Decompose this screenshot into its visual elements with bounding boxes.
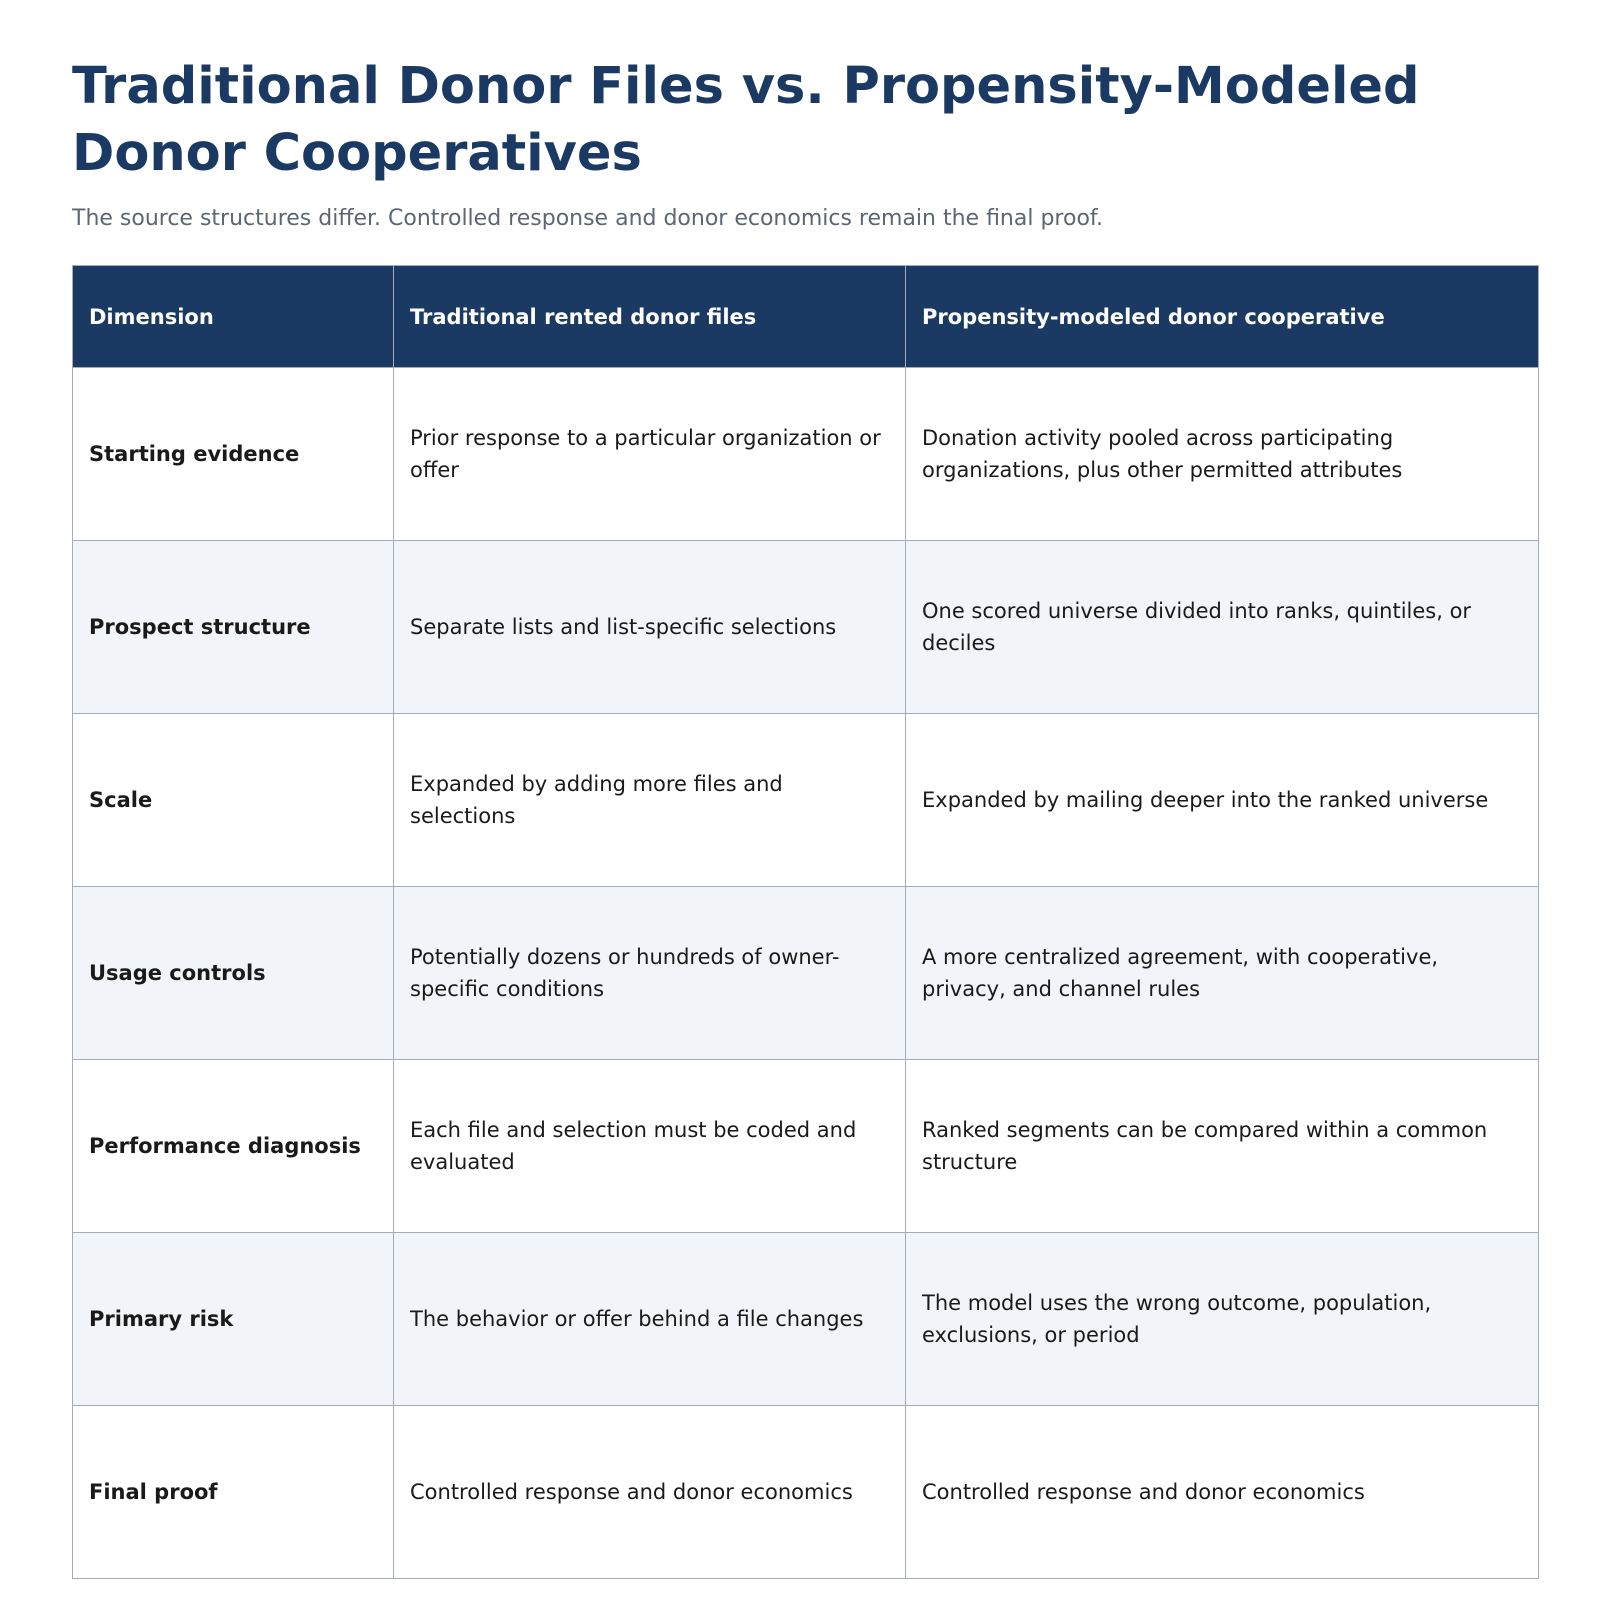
table-row (73, 541, 1539, 714)
row-dimension: Scale (73, 714, 394, 887)
row-dimension: Primary risk (73, 1233, 394, 1406)
table-row (73, 1233, 1539, 1406)
table-row (73, 887, 1539, 1060)
row-cooperative: One scored universe divided into ranks, quintiles, or deciles (906, 541, 1539, 714)
table-row (73, 1406, 1539, 1579)
comparison-table (72, 265, 1539, 1579)
row-cooperative: The model uses the wrong outcome, population, exclusions, or period (906, 1233, 1539, 1406)
row-traditional: Prior response to a particular organization or offer (394, 368, 906, 541)
header-dimension: Dimension (73, 266, 394, 368)
table-row (73, 1060, 1539, 1233)
row-dimension: Performance diagnosis (73, 1060, 394, 1233)
header-traditional: Traditional rented donor files (394, 266, 906, 368)
header-cooperative: Propensity-modeled donor cooperative (906, 266, 1539, 368)
row-dimension: Final proof (73, 1406, 394, 1579)
row-cooperative: Donation activity pooled across participating organizations, plus other permitted attributes (906, 368, 1539, 541)
row-traditional: Separate lists and list-specific selections (394, 541, 906, 714)
row-traditional: Expanded by adding more files and selections (394, 714, 906, 887)
table-row (73, 368, 1539, 541)
row-dimension: Starting evidence (73, 368, 394, 541)
row-cooperative: Controlled response and donor economics (906, 1406, 1539, 1579)
row-dimension: Usage controls (73, 887, 394, 1060)
table-row (73, 714, 1539, 887)
table-header-row (73, 266, 1539, 368)
row-traditional: Controlled response and donor economics (394, 1406, 906, 1579)
page-title: Traditional Donor Files vs. Propensity-Modeled Donor Cooperatives (72, 57, 1420, 183)
row-traditional: Each file and selection must be coded and evaluated (394, 1060, 906, 1233)
row-traditional: The behavior or offer behind a file changes (394, 1233, 906, 1406)
row-dimension: Prospect structure (73, 541, 394, 714)
row-cooperative: Expanded by mailing deeper into the ranked universe (906, 714, 1539, 887)
page-subtitle: The source structures differ. Controlled response and donor economics remain the final proof. (72, 206, 1104, 231)
row-cooperative: A more centralized agreement, with cooperative, privacy, and channel rules (906, 887, 1539, 1060)
row-traditional: Potentially dozens or hundreds of owner-specific conditions (394, 887, 906, 1060)
row-cooperative: Ranked segments can be compared within a common structure (906, 1060, 1539, 1233)
